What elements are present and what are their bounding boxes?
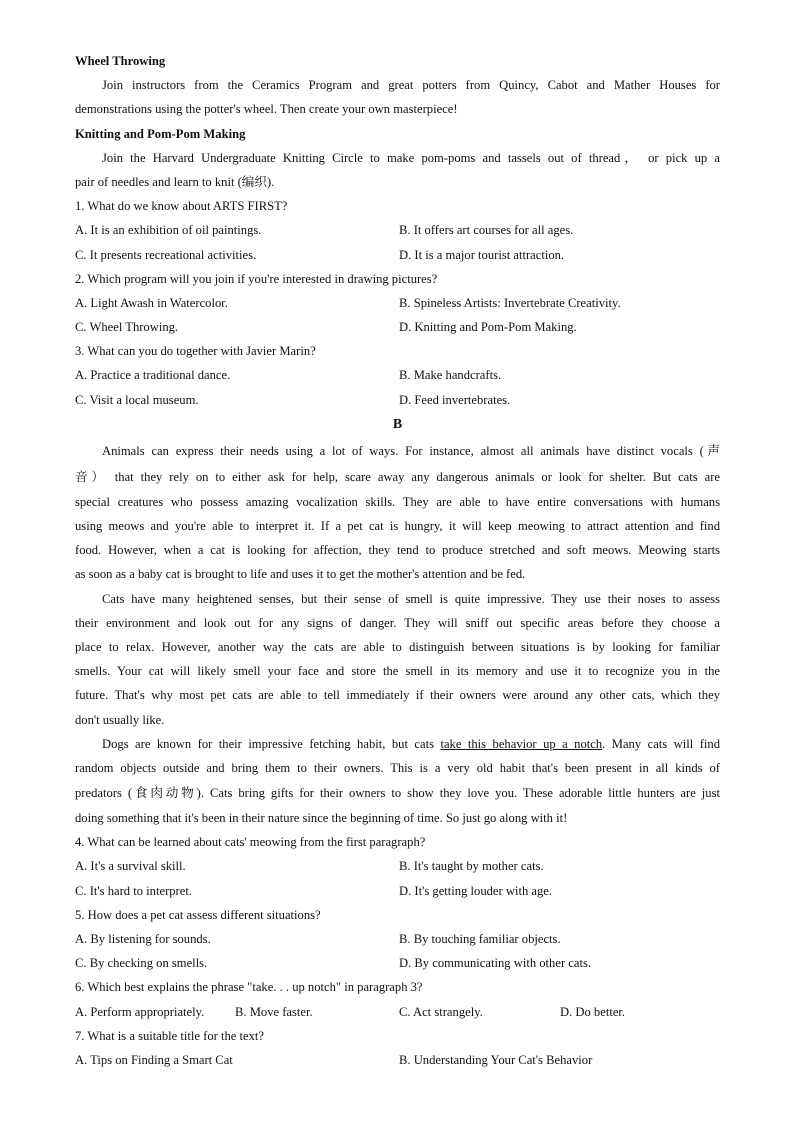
question-4-options-row (75, 854, 720, 878)
question-6-stem: 6. Which best explains the phrase "take. . . up notch" in paragraph 3? (75, 980, 423, 995)
section-b-label: B (392, 416, 403, 432)
question-6-options-row (75, 1000, 720, 1024)
question-7-options-row (75, 1048, 720, 1072)
question-2-options-row (75, 291, 720, 315)
option-d: D. It's getting louder with age. (399, 883, 553, 898)
question-1-options-row (75, 243, 720, 267)
question-1-options-row (75, 218, 720, 242)
option-b: B. It offers art courses for all ages. (399, 223, 574, 238)
document-page (75, 49, 720, 1072)
knitting-heading: Knitting and Pom-Pom Making (75, 126, 246, 141)
question-4-options-row (75, 879, 720, 903)
option-b: B. Spineless Artists: Invertebrate Creativity. (399, 295, 621, 310)
wheel-throwing-text-line: demonstrations using the potter's wheel. Then create your own masterpiece! (75, 102, 458, 117)
paragraph-3-line: doing something that it's been in their nature since the beginning of time. So just go along with it! (75, 811, 568, 826)
option-b: B. Make handcrafts. (399, 368, 502, 383)
option-a: A. It is an exhibition of oil paintings. (75, 223, 262, 238)
option-b: B. Move faster. (235, 1004, 313, 1019)
option-d: D. Do better. (560, 1004, 626, 1019)
paragraph-2-line: smells. Your cat will likely smell your face and store the smell in its memory and use it to recognize you in the (75, 664, 720, 679)
option-b: B. It's taught by mother cats. (399, 859, 544, 874)
option-a: A. Light Awash in Watercolor. (75, 295, 228, 310)
option-a: A. Perform appropriately. (75, 1004, 205, 1019)
option-c: C. Wheel Throwing. (75, 320, 179, 335)
paragraph-3-line: random objects outside and bring them to their owners. This is a very old habit that's been present in all kinds of (75, 760, 720, 775)
knitting-text-line: Join the Harvard Undergraduate Knitting Circle to make pom-poms and tassels out of thread， or pick up a (102, 150, 720, 165)
paragraph-3-text: Dogs are known for their impressive fetching habit, but cats (102, 736, 441, 751)
question-3-options-row (75, 363, 720, 387)
paragraph-1-line: 音） that they rely on to either ask for help, scare away any dangerous animals or look for shelter. But cats are (75, 469, 720, 484)
paragraph-1-line: using meows and you're able to interpret it. If a pet cat is hungry, it will keep meowing to attract attention and find (75, 519, 720, 533)
paragraph-2-line: Cats have many heightened senses, but their sense of smell is quite impressive. They use their noses to assess (102, 591, 720, 606)
paragraph-3-text: . Many cats will find (602, 736, 720, 751)
option-b: B. By touching familiar objects. (399, 932, 561, 946)
question-3-options-row (75, 388, 720, 412)
option-c: C. It's hard to interpret. (75, 883, 192, 898)
paragraph-2-line: place to relax. However, another way the cats are able to distinguish between situations is by looking for familiar (75, 639, 720, 654)
option-d: D. Knitting and Pom-Pom Making. (399, 320, 577, 335)
option-c: C. Visit a local museum. (75, 392, 199, 407)
question-5-options-row (75, 951, 720, 975)
paragraph-3-line: predators (食肉动物). Cats bring gifts for their owners to show they love you. These adorable little hunters are just (75, 786, 720, 801)
option-a: A. It's a survival skill. (75, 859, 186, 874)
paragraph-1-line: as soon as a baby cat is brought to life and uses it to get the mother's attention and be fed. (75, 567, 526, 582)
option-c: C. It presents recreational activities. (75, 247, 257, 262)
question-5-options-row (75, 927, 720, 951)
option-a: A. Practice a traditional dance. (75, 368, 231, 383)
option-d: D. By communicating with other cats. (399, 956, 592, 971)
underlined-phrase: take this behavior up a notch (440, 736, 603, 751)
question-2-stem: 2. Which program will you join if you're interested in drawing pictures? (75, 271, 438, 286)
question-7-stem: 7. What is a suitable title for the text? (75, 1028, 264, 1043)
paragraph-2-line: future. That's why most pet cats are able to tell immediately if their owners were around any other cats, which they (75, 688, 720, 703)
wheel-throwing-heading: Wheel Throwing (75, 54, 166, 68)
paragraph-3-line (75, 732, 720, 756)
question-3-stem: 3. What can you do together with Javier Marin? (75, 344, 316, 359)
paragraph-1-line: food. However, when a cat is looking for affection, they tend to produce stretched and soft meows. Meowing starts (75, 543, 720, 558)
option-a: A. Tips on Finding a Smart Cat (75, 1052, 233, 1067)
wheel-throwing-text-line: Join instructors from the Ceramics Program and great potters from Quincy, Cabot and Mather Houses for (102, 78, 720, 93)
knitting-text-line: pair of needles and learn to knit (编织). (75, 174, 275, 189)
option-c: C. Act strangely. (399, 1004, 483, 1019)
question-1-stem: 1. What do we know about ARTS FIRST? (75, 199, 288, 214)
paragraph-2-line: don't usually like. (75, 712, 165, 727)
paragraph-1-line: special creatures who possess amazing vocalization skills. They are able to have entire conversations with humans (75, 494, 720, 509)
paragraph-1-line: Animals can express their needs using a lot of ways. For instance, almost all animals have distinct vocals (声 (102, 443, 720, 458)
option-c: C. By checking on smells. (75, 956, 208, 971)
option-d: D. It is a major tourist attraction. (399, 247, 565, 262)
paragraph-2-line: their environment and look out for any signs of danger. They will sniff out specific areas before they choose a (75, 615, 720, 630)
option-b: B. Understanding Your Cat's Behavior (399, 1052, 593, 1067)
question-5-stem: 5. How does a pet cat assess different situations? (75, 907, 321, 922)
option-d: D. Feed invertebrates. (399, 392, 511, 407)
question-2-options-row (75, 315, 720, 339)
question-4-stem: 4. What can be learned about cats' meowing from the first paragraph? (75, 835, 426, 850)
option-a: A. By listening for sounds. (75, 932, 211, 946)
